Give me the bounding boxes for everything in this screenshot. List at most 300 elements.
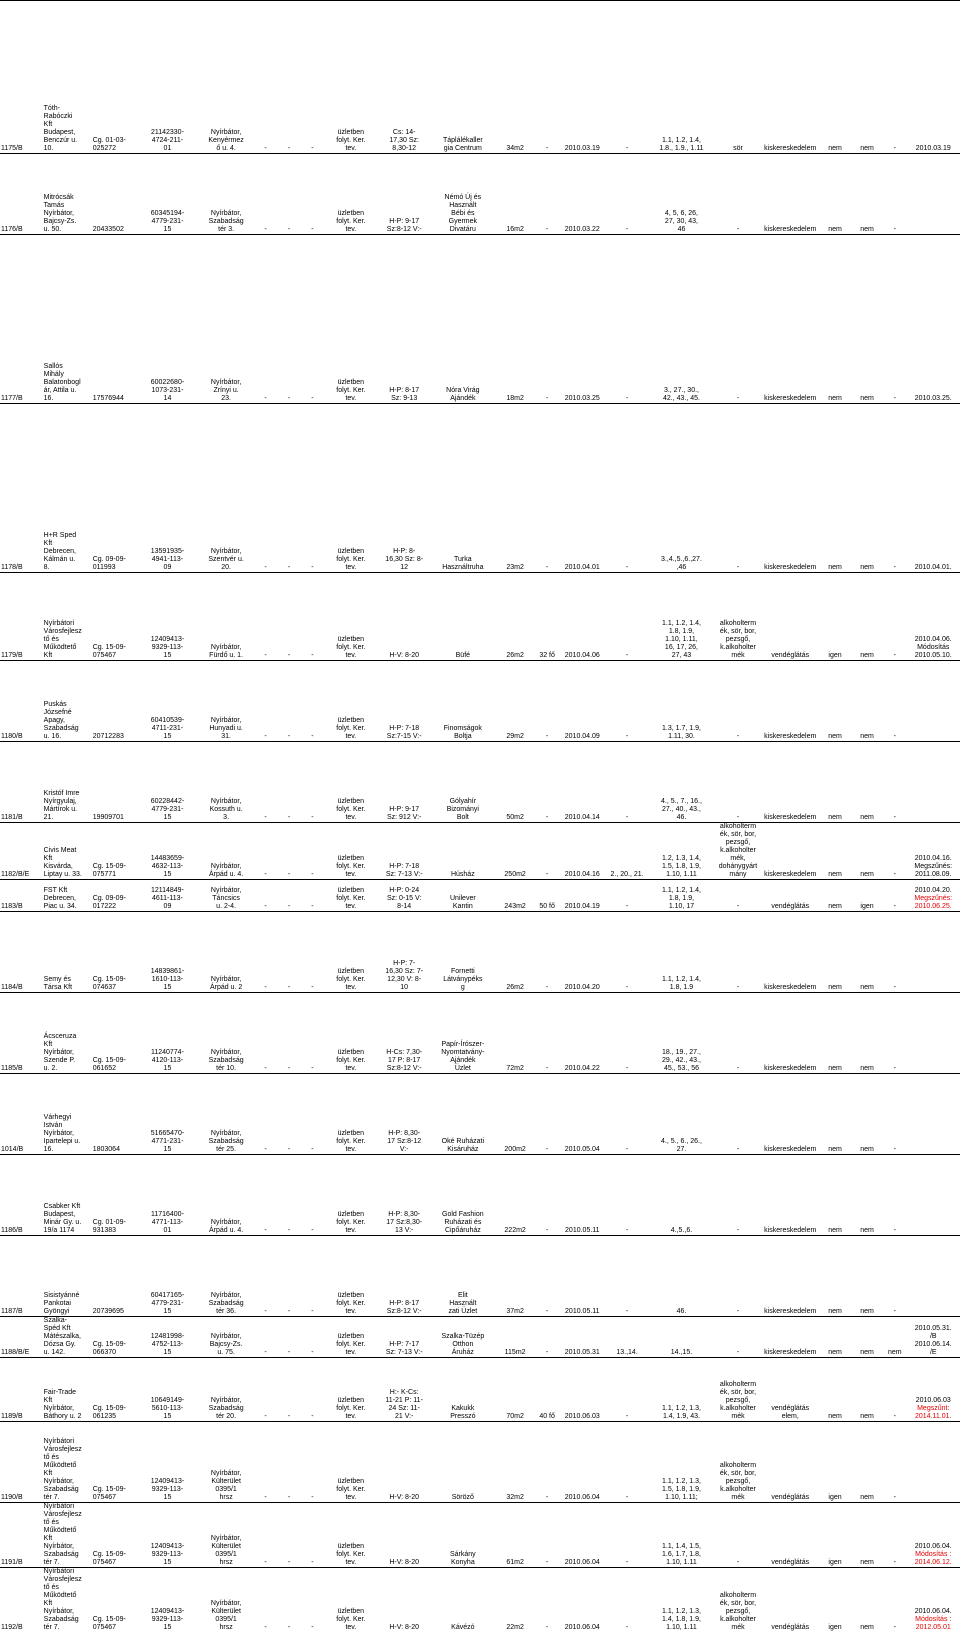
seat-count-cell: - [535,912,558,993]
activity-type-cell: üzletben folyt. Ker. tev. [324,993,377,1074]
register-date-cell: 2010.03.19 [559,1,606,154]
seat-count-cell: - [535,1422,558,1503]
operator-name-cell: Sisistyánné Pankotai Gyöngyi [43,1236,92,1317]
shop-address-cell: Nyírbátor, Fürdő u. 1. [198,573,253,661]
shop-address-cell: Nyírbátor, Szabadság tér 25. [198,1074,253,1155]
opening-hours-cell: Cs: 14- 17,30 Sz: 8,30-12 [378,1,431,154]
register-date-cell: 2010.06.04 [559,1503,606,1568]
table-row [0,1422,960,1503]
table-row [0,1155,960,1236]
table-row [0,993,960,1074]
dash-cell-cell: - [254,993,277,1074]
company-reg-cell: Cg. 01-03- 025272 [92,1,137,154]
entry-id-cell: 1182/B/E [0,823,43,880]
operator-name-cell: Mitrócsák Tamás Nyírbátor, Bajcsy-Zs. u. 50. [43,154,92,235]
dash-cell-cell: - [277,1074,300,1155]
tax-number-cell: 12409413- 9329-113- 15 [137,1422,199,1503]
dash-cell-cell: - [277,154,300,235]
dash-cell-cell: - [254,235,277,404]
extra-products-cell: - [715,404,762,573]
flag-a-cell: nem [819,1236,851,1317]
dash-cell-cell: - [301,1503,324,1568]
shop-name-cell: Gold Fashion Ruházati és Cipőáruház [431,1155,495,1236]
product-codes-cell: 1.1, 1.4, 1.5, 1.6, 1.7, 1.8, 1.10, 1.11 [648,1503,714,1568]
note-cell [907,1074,960,1155]
product-codes-cell: 1.1, 1.2, 1.4, 1.8., 1.9., 1.11 [648,1,714,154]
dash-cell-cell: - [277,1568,300,1632]
seat-count-cell: - [535,1,558,154]
dash-cell-cell: - [277,235,300,404]
register-date-cell: 2010.03.25 [559,235,606,404]
register-date-cell: 2010.05.04 [559,1074,606,1155]
category-codes-cell: - [606,1,649,154]
dash-cell-cell: - [301,1317,324,1358]
table-row [0,1,960,154]
register-date-cell: 2010.04.19 [559,880,606,912]
shop-address-cell: Nyírbátor, Táncsics u. 2-4. [198,880,253,912]
entry-id-cell: 1192/B [0,1568,43,1632]
shop-name-cell: Fornetti Látványpéks g [431,912,495,993]
dash-cell-cell: - [254,880,277,912]
trade-kind-cell: kiskereskedelem [761,235,819,404]
category-codes-cell: - [606,912,649,993]
category-codes-cell: - [606,573,649,661]
shop-address-cell: Nyírbátor, Zrínyi u. 23. [198,235,253,404]
trade-kind-cell: kiskereskedelem [761,154,819,235]
tax-number-cell: 21142330- 4724-211- 01 [137,1,199,154]
activity-type-cell: üzletben folyt. Ker. tev. [324,154,377,235]
floor-area-cell: 23m2 [495,404,536,573]
opening-hours-cell: H-P: 7-18 Sz:7-15 V:- [378,661,431,742]
dash-cell-cell: - [301,823,324,880]
flag-c-cell: - [883,823,906,880]
shop-name-cell: Nóra Virág Ajándék [431,235,495,404]
company-reg-cell: Cg. 09-09- 011993 [92,404,137,573]
register-rows [0,1,960,1632]
seat-count-cell: - [535,1236,558,1317]
tax-number-cell: 60417165- 4779-231- 15 [137,1236,199,1317]
dash-cell-cell: - [301,1155,324,1236]
flag-c-cell: nem [883,1317,906,1358]
entry-id-cell: 1175/B [0,1,43,154]
flag-b-cell: nem [851,1568,883,1632]
category-codes-cell: - [606,742,649,823]
dash-cell-cell: - [254,661,277,742]
dash-cell-cell: - [254,912,277,993]
entry-id-cell: 1181/B [0,742,43,823]
extra-products-cell: - [715,1236,762,1317]
table-row [0,1074,960,1155]
note-line: 2012.05.01 [908,1624,960,1632]
shop-name-cell: Némó Új és Használt Bébi és Gyermek Divatáru [431,154,495,235]
flag-a-cell: igen [819,1568,851,1632]
shop-address-cell: Nyírbátor, Szentvér u. 20. [198,404,253,573]
flag-c-cell: - [883,993,906,1074]
shop-name-cell: Kakukk Presszó [431,1358,495,1422]
trade-kind-cell: kiskereskedelem [761,1236,819,1317]
flag-b-cell: nem [851,154,883,235]
trade-kind-cell: vendéglátás [761,880,819,912]
note-cell [907,1155,960,1236]
category-codes-cell: - [606,661,649,742]
product-codes-cell: 4.,5.,6. [648,1155,714,1236]
product-codes-cell: 3.,4.,5.,6.,27. ,46 [648,404,714,573]
tax-number-cell: 12409413- 9329-113- 15 [137,573,199,661]
note-line: Megszűnés: [908,895,960,903]
dash-cell-cell: - [254,1503,277,1568]
flag-c-cell: - [883,404,906,573]
register-date-cell: 2010.06.03 [559,1358,606,1422]
shop-address-cell: Nyírbátor, Bajcsy-Zs. u. 75. [198,1317,253,1358]
operator-name-cell: H+R Sped Kft Debrecen, Kálmán u. 8. [43,404,92,573]
opening-hours-cell: H-Cs: 7,30- 17 P: 8-17 Sz:8-12 V:- [378,993,431,1074]
table-row [0,912,960,993]
shop-name-cell: Gólyahír Bizományi Bolt [431,742,495,823]
table-row [0,1358,960,1422]
activity-type-cell: üzletben folyt. Ker. tev. [324,573,377,661]
activity-type-cell: üzletben folyt. Ker. tev. [324,1568,377,1632]
product-codes-cell: 4., 5., 6., 26., 27. [648,1074,714,1155]
flag-b-cell: nem [851,993,883,1074]
tax-number-cell: 60022680- 1073-231- 14 [137,235,199,404]
shop-name-cell: Finomságok Boltja [431,661,495,742]
tax-number-cell: 12114849- 4611-113- 09 [137,880,199,912]
tax-number-cell: 60410539- 4711-231- 15 [137,661,199,742]
note-line: Módosítás : [908,1551,960,1559]
tax-number-cell: 12481998- 4752-113- 15 [137,1317,199,1358]
flag-c-cell: - [883,154,906,235]
tax-number-cell: 51665470- 4771-231- 15 [137,1074,199,1155]
product-codes-cell: 46. [648,1236,714,1317]
floor-area-cell: 26m2 [495,573,536,661]
company-reg-cell: Cg. 01-09- 931383 [92,1155,137,1236]
register-date-cell: 2010.05.11 [559,1236,606,1317]
note-cell: 2010.04.01. [907,404,960,573]
shop-name-cell: Kávézó [431,1568,495,1632]
shop-name-cell: Elit Használt zati Üzlet [431,1236,495,1317]
product-codes-cell: 4, 5, 6, 26, 27, 30, 43, 46 [648,154,714,235]
activity-type-cell: üzletben folyt. Ker. tev. [324,235,377,404]
floor-area-cell: 72m2 [495,993,536,1074]
register-date-cell: 2010.04.20 [559,912,606,993]
tax-number-cell: 60228442- 4779-231- 15 [137,742,199,823]
operator-name-cell: Sallós Mihály Balatonbogl ár, Attila u. 16. [43,235,92,404]
flag-c-cell: - [883,742,906,823]
product-codes-cell: 1.1, 1.2, 1.4, 1.8, 1.9, 1.10, 17 [648,880,714,912]
activity-type-cell: üzletben folyt. Ker. tev. [324,1,377,154]
product-codes-cell: 1.3, 1.7, 1.9, 1.11, 30. [648,661,714,742]
operator-name-cell: Szalka- Spéd Kft Mátészalka, Dózsa Gy. u. 142. [43,1317,92,1358]
floor-area-cell: 16m2 [495,154,536,235]
table-row [0,1236,960,1317]
dash-cell-cell: - [277,742,300,823]
activity-type-cell: üzletben folyt. Ker. tev. [324,880,377,912]
trade-kind-cell: vendéglátás [761,1503,819,1568]
seat-count-cell: - [535,1568,558,1632]
seat-count-cell: - [535,154,558,235]
dash-cell-cell: - [277,1422,300,1503]
shop-name-cell: Sárkány Konyha [431,1503,495,1568]
dash-cell-cell: - [254,1358,277,1422]
dash-cell-cell: - [301,880,324,912]
dash-cell-cell: - [254,154,277,235]
dash-cell-cell: - [277,1503,300,1568]
activity-type-cell: üzletben folyt. Ker. tev. [324,1422,377,1503]
entry-id-cell: 1176/B [0,154,43,235]
entry-id-cell: 1177/B [0,235,43,404]
table-row [0,1317,960,1358]
product-codes-cell: 1.1, 1.2, 1.3, 1.5, 1.8, 1.9, 1.10, 1.11; [648,1422,714,1503]
extra-products-cell: - [715,880,762,912]
category-codes-cell: - [606,235,649,404]
flag-a-cell: igen [819,573,851,661]
flag-a-cell: igen [819,1503,851,1568]
table-row [0,573,960,661]
dash-cell-cell: - [277,573,300,661]
opening-hours-cell: H-P: 9-17 Sz:8-12 V:- [378,154,431,235]
category-codes-cell: - [606,1074,649,1155]
dash-cell-cell: - [301,661,324,742]
shop-address-cell: Nyírbátor, Szabadság tér 36. [198,1236,253,1317]
note-line: Módosítás : [908,1616,960,1624]
flag-a-cell: nem [819,235,851,404]
note-cell [907,912,960,993]
shop-address-cell: Nyírbátor, Kenyérmez ő u. 4. [198,1,253,154]
register-date-cell: 2010.04.06 [559,573,606,661]
dash-cell-cell: - [301,235,324,404]
company-reg-cell: Cg. 09-09- 017222 [92,880,137,912]
entry-id-cell: 1187/B [0,1236,43,1317]
category-codes-cell: - [606,1422,649,1503]
floor-area-cell: 243m2 [495,880,536,912]
flag-b-cell: nem [851,573,883,661]
dash-cell-cell: - [277,1236,300,1317]
entry-id-cell: 1014/B [0,1074,43,1155]
product-codes-cell: 18., 19., 27., 29., 42., 43., 45., 53., 56 [648,993,714,1074]
activity-type-cell: üzletben folyt. Ker. tev. [324,1074,377,1155]
seat-count-cell: - [535,993,558,1074]
opening-hours-cell: H-P: 7-18 Sz: 7-13 V:- [378,823,431,880]
register-date-cell: 2010.05.11 [559,1155,606,1236]
flag-c-cell: - [883,1236,906,1317]
tax-number-cell: 14839861- 1610-113- 15 [137,912,199,993]
dash-cell-cell: - [277,1358,300,1422]
trade-kind-cell: kiskereskedelem [761,1155,819,1236]
tax-number-cell: 60345194- 4779-231- 15 [137,154,199,235]
activity-type-cell: üzletben folyt. Ker. tev. [324,912,377,993]
shop-name-cell: Büfé [431,573,495,661]
category-codes-cell: - [606,1568,649,1632]
dash-cell-cell: - [254,1422,277,1503]
operator-name-cell: Várhegyi István Nyírbátor, Ipartelepi u. 16. [43,1074,92,1155]
shop-address-cell: Nyírbátor, Árpád u. 4. [198,1155,253,1236]
category-codes-cell: - [606,154,649,235]
shop-name-cell: Húsház [431,823,495,880]
category-codes-cell: - [606,1155,649,1236]
opening-hours-cell: H-P: 9-17 Sz: 912 V:- [378,742,431,823]
dash-cell-cell: - [277,1,300,154]
dash-cell-cell: - [301,1074,324,1155]
flag-b-cell: nem [851,1155,883,1236]
opening-hours-cell: H-P: 7-17 Sz: 7-13 V:- [378,1317,431,1358]
flag-a-cell: nem [819,154,851,235]
flag-b-cell: nem [851,912,883,993]
entry-id-cell: 1180/B [0,661,43,742]
shop-name-cell: Söröző [431,1422,495,1503]
opening-hours-cell: H:- K-Cs: 11-21 P: 11- 24 Sz: 11- 21 V:- [378,1358,431,1422]
note-cell [907,1503,960,1568]
flag-c-cell: - [883,912,906,993]
note-cell [907,661,960,742]
seat-count-cell: - [535,1155,558,1236]
extra-products-cell: - [715,912,762,993]
activity-type-cell: üzletben folyt. Ker. tev. [324,823,377,880]
entry-id-cell: 1186/B [0,1155,43,1236]
company-reg-cell: 1803064 [92,1074,137,1155]
flag-a-cell: nem [819,993,851,1074]
company-reg-cell: Cg. 15-09- 075467 [92,573,137,661]
note-line: 2010.06.03 [908,1397,960,1405]
company-reg-cell: Cg. 15-09- 075467 [92,1568,137,1632]
dash-cell-cell: - [277,1155,300,1236]
seat-count-cell: 50 fő [535,880,558,912]
seat-count-cell: 40 fő [535,1358,558,1422]
dash-cell-cell: - [254,1074,277,1155]
dash-cell-cell: - [277,661,300,742]
entry-id-cell: 1178/B [0,404,43,573]
company-reg-cell: 20739695 [92,1236,137,1317]
tax-number-cell: 11240774- 4120-113- 15 [137,993,199,1074]
trade-kind-cell: kiskereskedelem [761,404,819,573]
activity-type-cell: üzletben folyt. Ker. tev. [324,1358,377,1422]
shop-address-cell: Nyírbátor, Árpád u. 4. [198,823,253,880]
shop-name-cell: Szalka-Tüzép Otthon Áruház [431,1317,495,1358]
activity-type-cell: üzletben folyt. Ker. tev. [324,1317,377,1358]
trade-kind-cell: kiskereskedelem [761,1,819,154]
extra-products-cell: - [715,1155,762,1236]
flag-c-cell: - [883,235,906,404]
category-codes-cell: 13.,14. [606,1317,649,1358]
note-line: 2010.06.04. [908,1608,960,1616]
entry-id-cell: 1191/B [0,1503,43,1568]
flag-a-cell: nem [819,1155,851,1236]
flag-b-cell: nem [851,1317,883,1358]
extra-products-cell: - [715,1317,762,1358]
flag-c-cell: - [883,1422,906,1503]
dash-cell-cell: - [254,742,277,823]
dash-cell-cell: - [254,404,277,573]
seat-count-cell: 32 fő [535,573,558,661]
tax-number-cell: 14483659- 4632-113- 15 [137,823,199,880]
opening-hours-cell: H-V: 8-20 [378,1503,431,1568]
extra-products-cell: - [715,1074,762,1155]
table-row [0,742,960,823]
shop-name-cell: Papír-Írószer- Nyomtatvány- Ajándék Üzlet [431,993,495,1074]
shop-name-cell: Táplálékaller gia Centrum [431,1,495,154]
flag-c-cell: - [883,1568,906,1632]
flag-c-cell: - [883,880,906,912]
dash-cell-cell: - [301,742,324,823]
activity-type-cell: üzletben folyt. Ker. tev. [324,661,377,742]
dash-cell-cell: - [301,1236,324,1317]
trade-kind-cell: vendéglátás [761,573,819,661]
note-cell: 2010.04.16. Megszűnés: 2011.08.09. [907,823,960,880]
entry-id-cell: 1189/B [0,1358,43,1422]
table-row [0,154,960,235]
shop-address-cell: Nyírbátor, Szabadság tér 20. [198,1358,253,1422]
note-cell [907,1236,960,1317]
opening-hours-cell: H-P: 0-24 Sz: 0-15 V: 8-14 [378,880,431,912]
dash-cell-cell: - [277,993,300,1074]
extra-products-cell: - [715,661,762,742]
company-reg-cell: 17576944 [92,235,137,404]
note-cell [907,1422,960,1503]
tax-number-cell: 13591935- 4941-113- 09 [137,404,199,573]
tax-number-cell: 10649149- 5610-113- 15 [137,1358,199,1422]
extra-products-cell: - [715,235,762,404]
opening-hours-cell: H-P: 8- 16,30 Sz: 8- 12 [378,404,431,573]
shop-address-cell: Nyírbátor, Külterület 0395/1 hrsz [198,1503,253,1568]
table-row [0,404,960,573]
register-date-cell: 2010.06.04 [559,1568,606,1632]
flag-a-cell: igen [819,1422,851,1503]
operator-name-cell: Fair-Trade Kft Nyírbátor, Báthory u. 2 [43,1358,92,1422]
trade-kind-cell: vendéglátás elem, [761,1358,819,1422]
flag-a-cell: nem [819,1317,851,1358]
trade-kind-cell: kiskereskedelem [761,823,819,880]
activity-type-cell: üzletben folyt. Ker. tev. [324,404,377,573]
shop-address-cell: Nyírbátor, Szabadság tér 10. [198,993,253,1074]
note-cell [907,1358,960,1422]
dash-cell-cell: - [277,1317,300,1358]
flag-a-cell: nem [819,404,851,573]
note-cell [907,880,960,912]
flag-b-cell: nem [851,404,883,573]
category-codes-cell: - [606,880,649,912]
table-row [0,880,960,912]
flag-c-cell: - [883,573,906,661]
flag-b-cell: nem [851,1074,883,1155]
tax-number-cell: 11716400- 4771-113- 01 [137,1155,199,1236]
flag-a-cell: nem [819,912,851,993]
seat-count-cell: - [535,404,558,573]
seat-count-cell: - [535,1317,558,1358]
product-codes-cell: 1.2, 1.3, 1.4, 1.5, 1.8, 1.9, 1.10, 1.11 [648,823,714,880]
entry-id-cell: 1184/B [0,912,43,993]
floor-area-cell: 115m2 [495,1317,536,1358]
operator-name-cell: Semy és Társa Kft [43,912,92,993]
operator-name-cell: Csabker Kft Budapest, Minár Gy. u. 19/a 1174 [43,1155,92,1236]
flag-c-cell: - [883,661,906,742]
entry-id-cell: 1188/B/E [0,1317,43,1358]
operator-name-cell: Nyírbátori Városfejlesz tő és Működtető Kft Nyírbátor, Szabadság tér 7. [43,1503,92,1568]
category-codes-cell: - [606,1503,649,1568]
dash-cell-cell: - [254,1236,277,1317]
operator-name-cell: Civis Meat Kft Kisvárda, Liptay u. 33. [43,823,92,880]
note-line: Megszűnt: [908,1405,960,1413]
note-cell: 2010.03.25. [907,235,960,404]
extra-products-cell: - [715,993,762,1074]
flag-c-cell: - [883,1074,906,1155]
seat-count-cell: - [535,235,558,404]
flag-a-cell: nem [819,823,851,880]
table-row [0,235,960,404]
note-line: 2014.06.12. [908,1559,960,1567]
operator-name-cell: Kristóf Imre Nyírgyulaj, Mártírok u. 21. [43,742,92,823]
company-reg-cell: Cg. 15-09- 075467 [92,1422,137,1503]
operator-name-cell: Tóth- Rabóczki Kft Budapest, Benczúr u. 10. [43,1,92,154]
trade-kind-cell: kiskereskedelem [761,742,819,823]
